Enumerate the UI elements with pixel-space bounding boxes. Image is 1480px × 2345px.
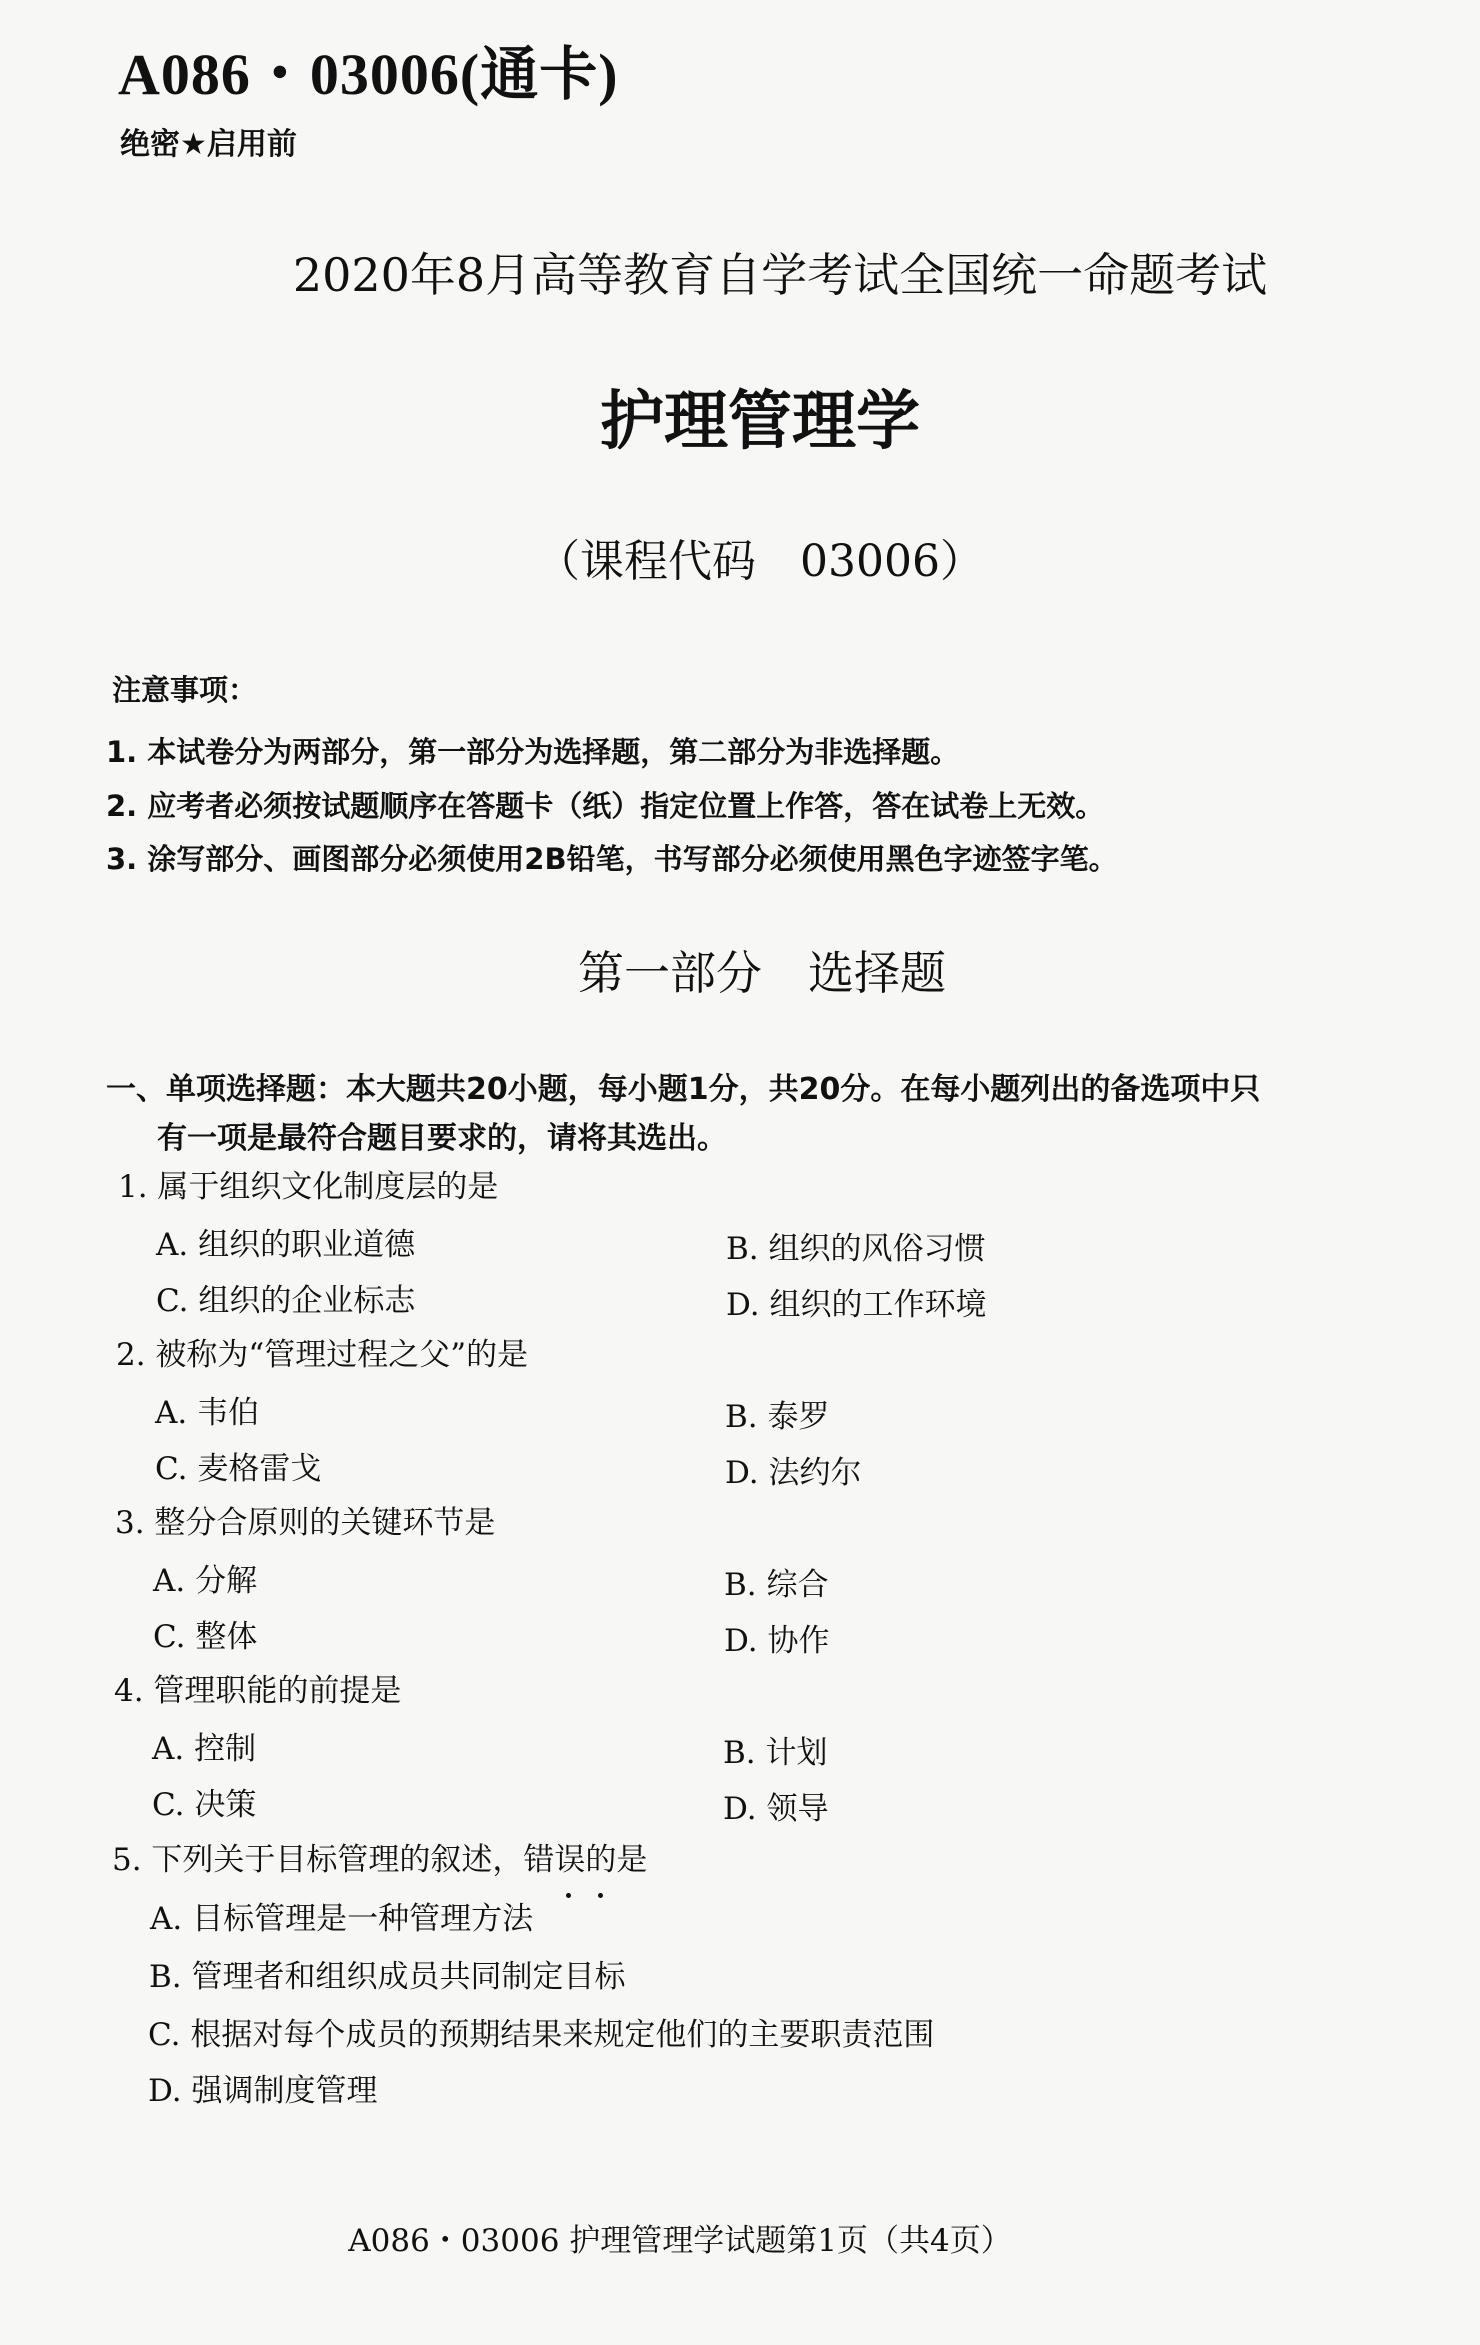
- course-code: （课程代码 03006）: [536, 536, 984, 587]
- option: B. 泰罗: [725, 1399, 830, 1435]
- part-title: 第一部分 选择题: [578, 946, 946, 1000]
- option: C. 组织的企业标志: [156, 1283, 416, 1319]
- section-instruction-cont: 有一项是最符合题目要求的，请将其选出。: [157, 1121, 727, 1156]
- option: A. 控制: [152, 1731, 257, 1767]
- paper-code: A086・03006(通卡): [118, 42, 619, 107]
- question-stem: 5. 下列关于目标管理的叙述，错误的是: [112, 1842, 648, 1878]
- notice-heading: 注意事项：: [112, 673, 258, 707]
- option: C. 整体: [153, 1619, 258, 1655]
- option: A. 组织的职业道德: [156, 1227, 416, 1263]
- option: C. 麦格雷戈: [155, 1451, 322, 1487]
- emphasis-dot: [566, 1893, 571, 1898]
- option: C. 决策: [152, 1787, 257, 1823]
- option: A. 目标管理是一种管理方法: [150, 1901, 534, 1937]
- secrecy-label: 绝密★启用前: [120, 127, 297, 162]
- option: D. 法约尔: [725, 1455, 862, 1491]
- question-stem: 3. 整分合原则的关键环节是: [115, 1505, 496, 1541]
- option: A. 分解: [153, 1563, 258, 1599]
- option: B. 管理者和组织成员共同制定目标: [149, 1959, 626, 1995]
- page-footer: A086・03006 护理管理学试题第1页（共4页）: [348, 2223, 1012, 2259]
- notice-item: 1. 本试卷分为两部分，第一部分为选择题，第二部分为非选择题。: [106, 735, 960, 769]
- question-stem: 2. 被称为“管理过程之父”的是: [116, 1337, 529, 1373]
- emphasis-dot: [598, 1893, 603, 1898]
- subject-title: 护理管理学: [600, 384, 920, 459]
- option: D. 协作: [724, 1623, 830, 1659]
- section-instruction: 一、单项选择题：本大题共20小题，每小题1分，共20分。在每小题列出的备选项中只: [106, 1072, 1261, 1107]
- option: B. 组织的风俗习惯: [726, 1231, 986, 1267]
- option: B. 计划: [723, 1735, 828, 1771]
- option: C. 根据对每个成员的预期结果来规定他们的主要职责范围: [148, 2017, 935, 2053]
- option: A. 韦伯: [155, 1395, 260, 1431]
- option: D. 组织的工作环境: [726, 1287, 987, 1323]
- option: B. 综合: [724, 1567, 829, 1603]
- question-stem: 1. 属于组织文化制度层的是: [118, 1169, 499, 1205]
- question-stem: 4. 管理职能的前提是: [114, 1673, 402, 1709]
- notice-item: 3. 涂写部分、画图部分必须使用2B铅笔，书写部分必须使用黑色字迹签字笔。: [106, 842, 1118, 876]
- exam-title: 2020年8月高等教育自学考试全国统一命题考试: [292, 248, 1268, 302]
- option: D. 强调制度管理: [148, 2073, 378, 2109]
- option: D. 领导: [723, 1791, 829, 1827]
- notice-item: 2. 应考者必须按试题顺序在答题卡（纸）指定位置上作答，答在试卷上无效。: [106, 789, 1105, 823]
